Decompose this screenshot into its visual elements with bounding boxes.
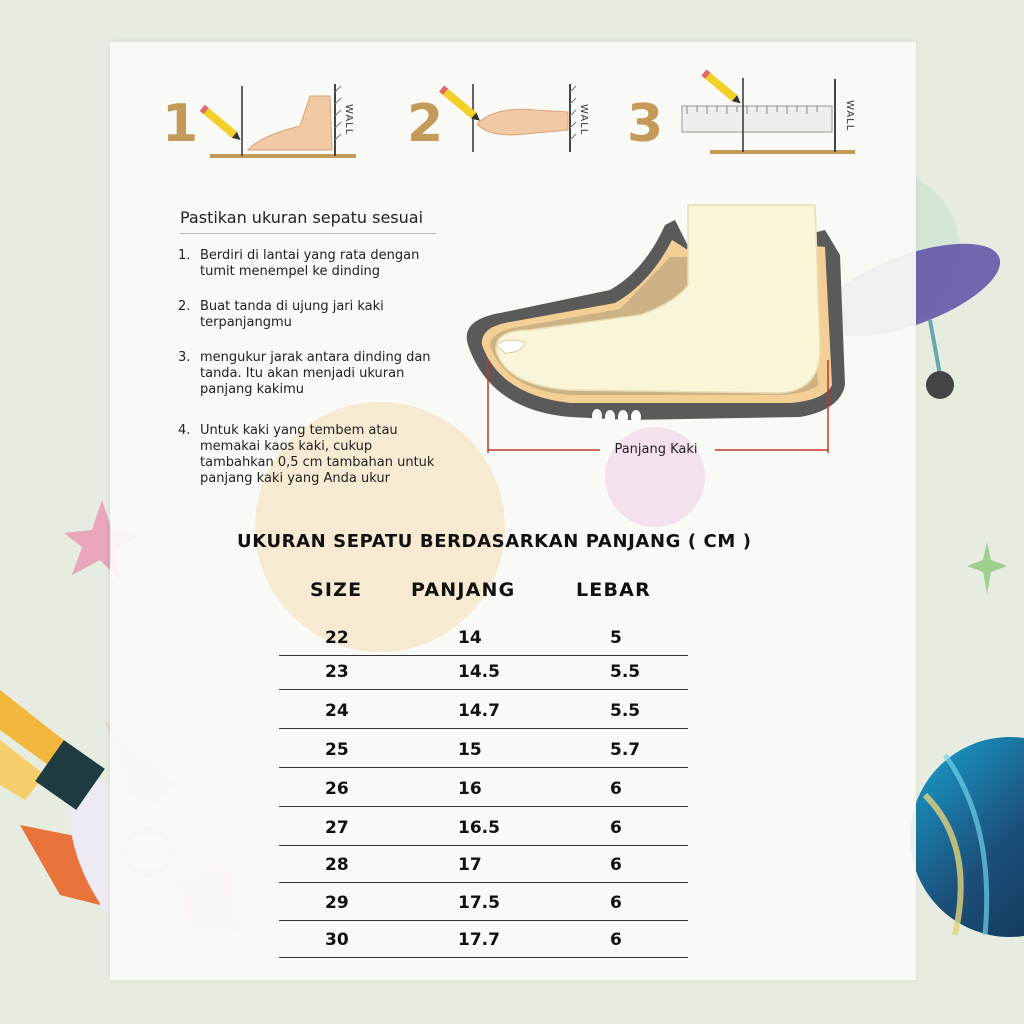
row-divider <box>279 728 688 730</box>
size-cell: 27 <box>325 818 349 838</box>
size-cell: 23 <box>325 662 349 682</box>
length-cell: 15 <box>458 740 482 760</box>
table-row <box>279 845 688 883</box>
width-cell: 5 <box>610 628 622 648</box>
length-cell: 17 <box>458 855 482 875</box>
instruction-item: 2. Buat tanda di ujung jari kaki terpanjangmu <box>178 299 384 330</box>
table-row <box>279 808 688 846</box>
row-divider <box>279 957 688 959</box>
size-cell: 25 <box>325 740 349 760</box>
width-cell: 6 <box>610 930 622 950</box>
size-cell: 24 <box>325 701 349 721</box>
length-cell: 17.7 <box>458 930 500 950</box>
foot-length-label: Panjang Kaki <box>614 442 698 457</box>
step-2-illustration <box>405 64 605 169</box>
size-cell: 26 <box>325 779 349 799</box>
width-cell: 5.7 <box>610 740 641 760</box>
size-table-title: UKURAN SEPATU BERDASARKAN PANJANG ( CM ) <box>237 531 752 552</box>
length-cell: 14.5 <box>458 662 500 682</box>
step-number: 1 <box>162 94 199 154</box>
size-cell: 30 <box>325 930 349 950</box>
wall-label: WALL <box>343 104 354 136</box>
table-row <box>279 920 688 958</box>
size-column-header: SIZE <box>310 579 363 601</box>
width-cell: 6 <box>610 855 622 875</box>
length-column-header: PANJANG <box>411 579 516 601</box>
length-cell: 16 <box>458 779 482 799</box>
table-row <box>279 652 688 690</box>
foot-side-measure-icon <box>160 64 370 169</box>
instructions-title: Pastikan ukuran sepatu sesuai <box>180 208 436 234</box>
row-divider <box>279 767 688 769</box>
width-cell: 5.5 <box>610 701 641 721</box>
planet-decoration-icon <box>905 735 1024 945</box>
size-cell: 28 <box>325 855 349 875</box>
row-divider <box>279 689 688 691</box>
step-number: 2 <box>407 94 444 154</box>
length-cell: 14.7 <box>458 701 500 721</box>
width-cell: 5.5 <box>610 662 641 682</box>
step-3-illustration <box>625 64 865 169</box>
size-cell: 22 <box>325 628 349 648</box>
table-row <box>279 691 688 729</box>
table-row <box>279 883 688 921</box>
row-divider <box>279 806 688 808</box>
foot-in-shoe-diagram <box>460 195 860 465</box>
wall-label: WALL <box>844 100 855 132</box>
foot-top-measure-icon <box>405 64 605 169</box>
width-cell: 6 <box>610 893 622 913</box>
wall-label: WALL <box>578 104 589 136</box>
instruction-item: 3. mengukur jarak antara dinding dan tanda. Itu akan menjadi ukuran panjang kakimu <box>178 350 431 397</box>
table-row <box>279 769 688 807</box>
length-cell: 14 <box>458 628 482 648</box>
table-row <box>279 618 688 656</box>
width-column-header: LEBAR <box>576 579 651 601</box>
length-cell: 17.5 <box>458 893 500 913</box>
star-decoration-icon <box>965 540 1009 596</box>
width-cell: 6 <box>610 779 622 799</box>
instruction-item: 4. Untuk kaki yang tembem atau memakai kaos kaki, cukup tambahkan 0,5 cm tambahan untuk panjang kaki yang Anda ukur <box>178 423 435 486</box>
ruler-measure-icon <box>625 64 865 169</box>
size-cell: 29 <box>325 893 349 913</box>
width-cell: 6 <box>610 818 622 838</box>
table-row <box>279 730 688 768</box>
step-number: 3 <box>627 94 664 154</box>
instruction-item: 1. Berdiri di lantai yang rata dengan tumit menempel ke dinding <box>178 248 420 279</box>
length-cell: 16.5 <box>458 818 500 838</box>
step-1-illustration <box>160 64 370 169</box>
